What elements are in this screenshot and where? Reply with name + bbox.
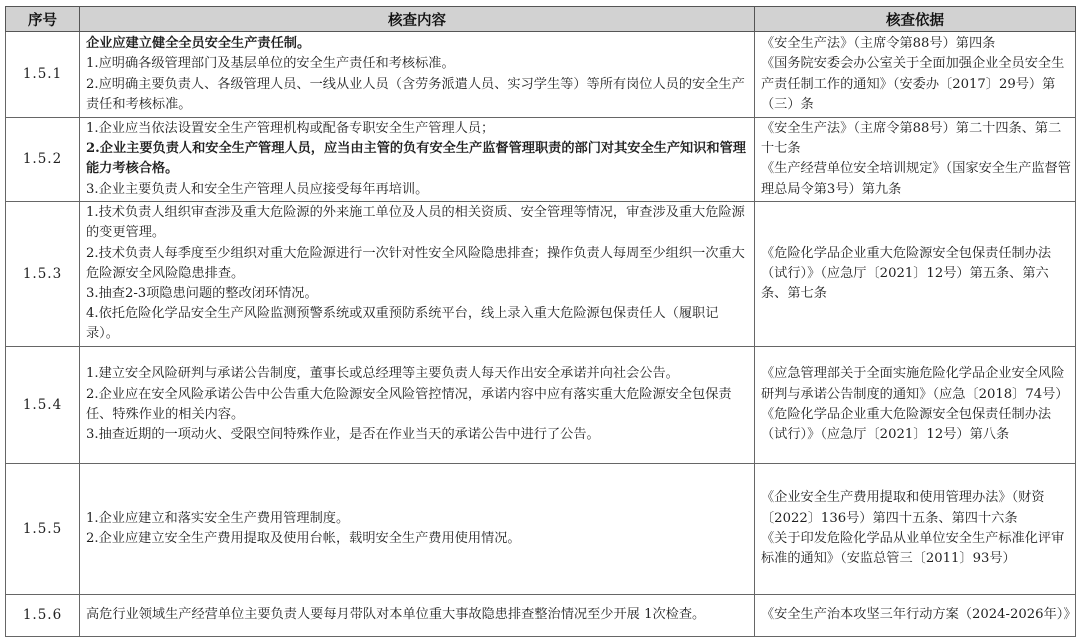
content-item: 1.应明确各级管理部门及基层单位的安全生产责任和考核标准。: [86, 56, 455, 72]
table-row: [6, 346, 1076, 463]
row-inspection-content: [80, 32, 755, 118]
header-inspection-basis: 核查依据: [755, 7, 1076, 32]
row-inspection-basis: [755, 201, 1076, 346]
row-serial-number: 1.5.5: [6, 463, 80, 594]
row-inspection-basis: [755, 346, 1076, 463]
table-header-row: [6, 7, 1076, 32]
basis-item: 《安全生产法》（主席令第88号）第二十四条、第二十七条: [761, 121, 1062, 157]
content-item: 1.建立安全风险研判与承诺公告制度，董事长或总经理等主要负责人每天作出安全承诺并向社会公告。: [86, 366, 679, 382]
content-item: 1.技术负责人组织审查涉及重大危险源的外来施工单位及人员的相关资质、安全管理等情况，审查涉及重大危险源的变更管理。: [86, 205, 745, 241]
content-item: 1.企业应建立和落实安全生产费用管理制度。: [86, 510, 350, 526]
basis-item: 《国务院安委会办公室关于全面加强企业全员安全生产责任制工作的通知》（安委办〔2017〕29号）第（三）条: [761, 56, 1065, 112]
content-item: 3.抽查2-3项隐患问题的整改闭环情况。: [86, 285, 318, 301]
row-inspection-basis: [755, 32, 1076, 118]
row-serial-number: 1.5.1: [6, 32, 80, 118]
row-inspection-content: [80, 201, 755, 346]
content-item: 1.企业应当依法设置安全生产管理机构或配备专职安全生产管理人员；: [86, 121, 495, 136]
row-inspection-content: [80, 594, 755, 636]
content-item: 4.依托危险化学品安全生产风险监测预警系统或双重预防系统平台，线上录入重大危险源包保责任人（履职记录）。: [86, 306, 719, 342]
basis-item: 《应急管理部关于全面实施危险化学品企业安全风险研判与承诺公告制度的通知》（应急〔2018〕74号）: [761, 366, 1069, 402]
row-inspection-basis: [755, 118, 1076, 202]
content-item: 2.技术负责人每季度至少组织对重大危险源进行一次针对性安全风险隐患排查；操作负责人每周至少组织一次重大危险源安全风险隐患排查。: [86, 245, 745, 281]
row-serial-number: 1.5.4: [6, 346, 80, 463]
row-inspection-basis: [755, 463, 1076, 594]
basis-item: 《企业安全生产费用提取和使用管理办法》（财资〔2022〕136号）第四十五条、第四十六条: [761, 490, 1045, 526]
basis-item: 《生产经营单位安全培训规定》（国家安全生产监督管理总局令第3号）第九条: [761, 161, 1071, 197]
content-item: 2.应明确主要负责人、各级管理人员、一线从业人员（含劳务派遣人员、实习学生等）等所有岗位人员的安全生产责任和考核标准。: [86, 76, 745, 112]
inspection-table: [5, 6, 1076, 637]
content-item: 2.企业应建立安全生产费用提取及使用台帐，载明安全生产费用使用情况。: [86, 530, 521, 546]
row-inspection-content: [80, 346, 755, 463]
basis-item: 《关于印发危险化学品从业单位安全生产标准化评审标准的通知》（安监总管三〔2011〕93号）: [761, 530, 1065, 567]
basis-item: 《危险化学品企业重大危险源安全包保责任制办法（试行）》（应急厅〔2021〕12号）第八条: [761, 406, 1052, 443]
row-inspection-basis: [755, 594, 1076, 636]
table-row: [6, 201, 1076, 346]
table-row: [6, 463, 1076, 594]
basis-item: 《安全生产法》（主席令第88号）第四条: [761, 36, 996, 52]
content-item: 3.企业主要负责人和安全生产管理人员应接受每年再培训。: [86, 181, 429, 197]
content-item: 2.企业主要负责人和安全生产管理人员，应当由主管的负有安全生产监督管理职责的部门对其安全生产知识和管理能力考核合格。: [86, 141, 746, 177]
row-inspection-content: [80, 118, 755, 202]
header-inspection-content: 核查内容: [80, 7, 755, 32]
content-item: 高危行业领域生产经营单位主要负责人要每月带队对本单位重大事故隐患排查整治情况至少开展 1次检查。: [86, 607, 706, 623]
basis-item: 《危险化学品企业重大危险源安全包保责任制办法（试行）》（应急厅〔2021〕12号）第五条、第六条、第七条: [761, 245, 1052, 301]
header-serial-number: 序号: [6, 7, 80, 32]
basis-item: 《安全生产治本攻坚三年行动方案（2024-2026年）》: [761, 607, 1077, 623]
table-row: [6, 594, 1076, 636]
row-inspection-content: [80, 463, 755, 594]
content-item: 企业应建立健全全员安全生产责任制。: [86, 36, 311, 52]
table-row: [6, 32, 1076, 118]
table-row: [6, 118, 1076, 202]
row-serial-number: 1.5.6: [6, 594, 80, 636]
content-item: 3.抽查近期的一项动火、受限空间特殊作业，是否在作业当天的承诺公告中进行了公告。: [86, 427, 600, 443]
row-serial-number: 1.5.2: [6, 118, 80, 202]
content-item: 2.企业应在安全风险承诺公告中公告重大危险源安全风险管控情况，承诺内容中应有落实重大危险源安全包保责任、特殊作业的相关内容。: [86, 386, 732, 422]
row-serial-number: 1.5.3: [6, 201, 80, 346]
